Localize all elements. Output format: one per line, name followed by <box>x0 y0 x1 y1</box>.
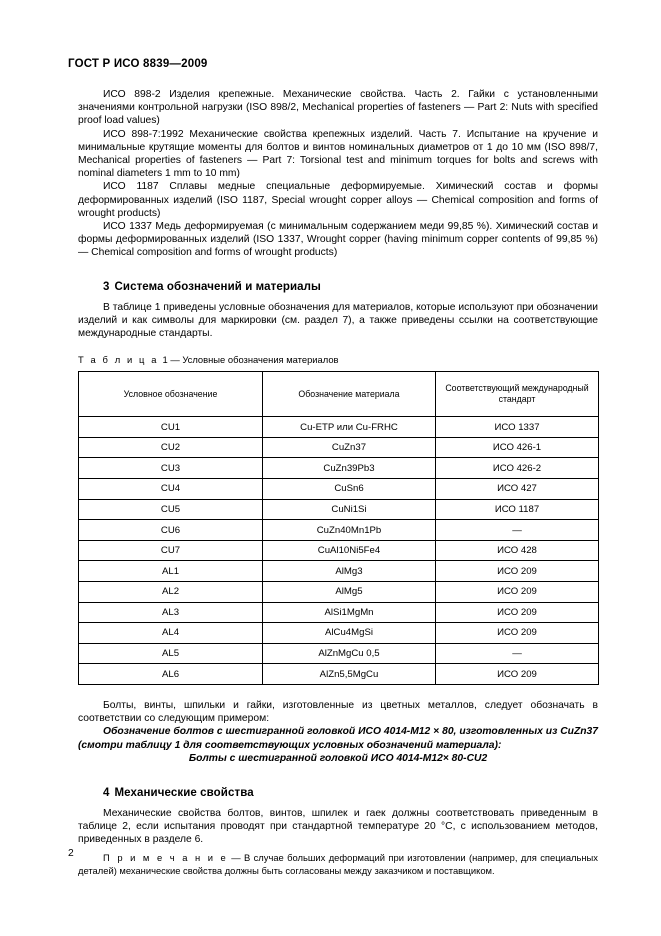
cell-designation: AL5 <box>79 643 263 664</box>
table-caption-title: Условные обозначения материалов <box>182 354 339 366</box>
table-row <box>79 499 599 520</box>
cell-standard: ИСО 426-1 <box>436 437 599 458</box>
cell-standard: ИСО 209 <box>436 623 599 644</box>
spacer <box>78 766 598 786</box>
cell-material: CuNi1Si <box>263 499 436 520</box>
table-row <box>79 540 599 561</box>
cell-standard: — <box>436 643 599 664</box>
cell-designation: AL6 <box>79 664 263 685</box>
cell-designation: AL4 <box>79 623 263 644</box>
table-caption-dash: — <box>170 354 180 366</box>
cell-standard: ИСО 1337 <box>436 417 599 438</box>
designation-example-line-1: Обозначение болтов с шестигранной головкой ИСО 4014-М12 × 80, изготовленных из CuZn37 (смотри таблицу 1 для соответствующих условных обозначений материала): <box>78 726 598 751</box>
cell-designation: CU6 <box>79 520 263 541</box>
page-content <box>78 88 598 877</box>
table-row <box>79 561 599 582</box>
note-label: П р и м е ч а н и е <box>103 852 228 864</box>
section-4-paragraph: Механические свойства болтов, винтов, шпилек и гаек должны соответствовать приведенным в таблице 2, если испытания проводят при стандартной температуре 20 °С, с использованием методов, приведенных в разделе 6. <box>78 807 598 845</box>
cell-standard: ИСО 209 <box>436 561 599 582</box>
cell-material: CuZn39Pb3 <box>263 458 436 479</box>
materials-table <box>78 371 599 685</box>
table-row <box>79 623 599 644</box>
cell-material: AlMg3 <box>263 561 436 582</box>
cell-standard: ИСО 209 <box>436 664 599 685</box>
designation-example-line-2: Болты с шестигранной головкой ИСО 4014-М12× 80-CU2 <box>188 753 488 765</box>
cell-standard: ИСО 426-2 <box>436 458 599 479</box>
cell-material: CuAl10Ni5Fe4 <box>263 540 436 561</box>
cell-standard: ИСО 428 <box>436 540 599 561</box>
table-row <box>79 417 599 438</box>
table-row <box>79 643 599 664</box>
reference-paragraph-iso-1337: ИСО 1337 Медь деформируемая (с минимальным содержанием меди 99,85 %). Химический состав и формы деформированных изделий (ISO 1337, Wrought copper (having minimum copper contents of 99,85 %) — Chemical composition and forms of wrought products) <box>78 221 598 259</box>
section-3-paragraph: В таблице 1 приведены условные обозначения для материалов, которые используют при обозначении изделий и как символы для маркировки (см. раздел 7), а также приведены ссылки на соответствующие международные стандарты. <box>78 301 598 340</box>
table-row <box>79 458 599 479</box>
spacer <box>78 685 598 699</box>
table-row <box>79 437 599 458</box>
table-1-caption <box>78 354 598 366</box>
cell-designation: AL3 <box>79 602 263 623</box>
column-header-designation: Условное обозначение <box>79 372 263 417</box>
cell-material: AlZnMgCu 0,5 <box>263 643 436 664</box>
cell-designation: CU3 <box>79 458 263 479</box>
cell-standard: ИСО 1187 <box>436 499 599 520</box>
table-row <box>79 664 599 685</box>
cell-designation: CU5 <box>79 499 263 520</box>
table-row <box>79 582 599 603</box>
cell-designation: AL1 <box>79 561 263 582</box>
table-row <box>79 479 599 500</box>
cell-material: CuSn6 <box>263 479 436 500</box>
section-heading-3 <box>78 280 598 295</box>
cell-designation: CU1 <box>79 417 263 438</box>
section-4-title: Механические свойства <box>114 786 254 799</box>
materials-table-body <box>79 417 599 685</box>
after-table-paragraph: Болты, винты, шпильки и гайки, изготовленные из цветных металлов, следует обозначать в соответствии со следующим примером: <box>78 699 598 725</box>
column-header-standard: Соответствующий международный стандарт <box>436 372 599 417</box>
table-row <box>79 520 599 541</box>
cell-standard: ИСО 209 <box>436 582 599 603</box>
cell-material: Cu-ETP или Cu-FRHC <box>263 417 436 438</box>
running-header: ГОСТ Р ИСО 8839—2009 <box>68 58 208 70</box>
cell-material: AlMg5 <box>263 582 436 603</box>
spacer <box>78 260 598 280</box>
reference-paragraph-iso-1187: ИСО 1187 Сплавы медные специальные деформируемые. Химический состав и формы деформированных изделий (ISO 1187, Special wrought copper alloys — Chemical composition and forms of wrought products) <box>78 181 598 219</box>
cell-material: AlCu4MgSi <box>263 623 436 644</box>
cell-standard: ИСО 209 <box>436 602 599 623</box>
cell-material: CuZn40Mn1Pb <box>263 520 436 541</box>
cell-standard: ИСО 427 <box>436 479 599 500</box>
table-caption-word: Т а б л и ц а <box>78 354 159 366</box>
spacer <box>78 340 598 354</box>
page-number: 2 <box>68 848 74 859</box>
cell-designation: AL2 <box>79 582 263 603</box>
section-4-note <box>78 852 598 877</box>
cell-standard: — <box>436 520 599 541</box>
cell-designation: CU2 <box>79 437 263 458</box>
section-3-number: 3 <box>103 280 110 293</box>
reference-paragraph-iso-898-2: ИСО 898-2 Изделия крепежные. Механические свойства. Часть 2. Гайки с установленными значениями контрольной нагрузки (ISO 898/2, Mechanical properties of fasteners — Part 2: Nuts with specified proof load values) <box>78 89 598 127</box>
cell-material: AlZn5,5MgCu <box>263 664 436 685</box>
column-header-material: Обозначение материала <box>263 372 436 417</box>
section-4-number: 4 <box>103 786 110 799</box>
reference-paragraph-iso-898-7: ИСО 898-7:1992 Механические свойства крепежных изделий. Часть 7. Испытание на кручение и минимальные крутящие моменты для болтов и винтов номинальных диаметров от 1 до 10 мм (ISO 898/7, Mechanical properties of fasteners — Part 7: Torsional test and minimum torques for bolts and screws with nominal diameters 1 mm to 10 mm) <box>78 128 598 180</box>
cell-material: CuZn37 <box>263 437 436 458</box>
note-text: — В случае больших деформаций при изготовлении (например, для специальных деталей) механические свойства должны быть согласованы между заказчиком и поставщиком. <box>78 852 598 876</box>
cell-designation: CU4 <box>79 479 263 500</box>
table-caption-number: 1 <box>162 354 168 366</box>
cell-material: AlSi1MgMn <box>263 602 436 623</box>
table-header-row <box>79 372 599 417</box>
section-3-title: Система обозначений и материалы <box>114 280 321 293</box>
section-heading-4 <box>78 786 598 801</box>
table-row <box>79 602 599 623</box>
cell-designation: CU7 <box>79 540 263 561</box>
